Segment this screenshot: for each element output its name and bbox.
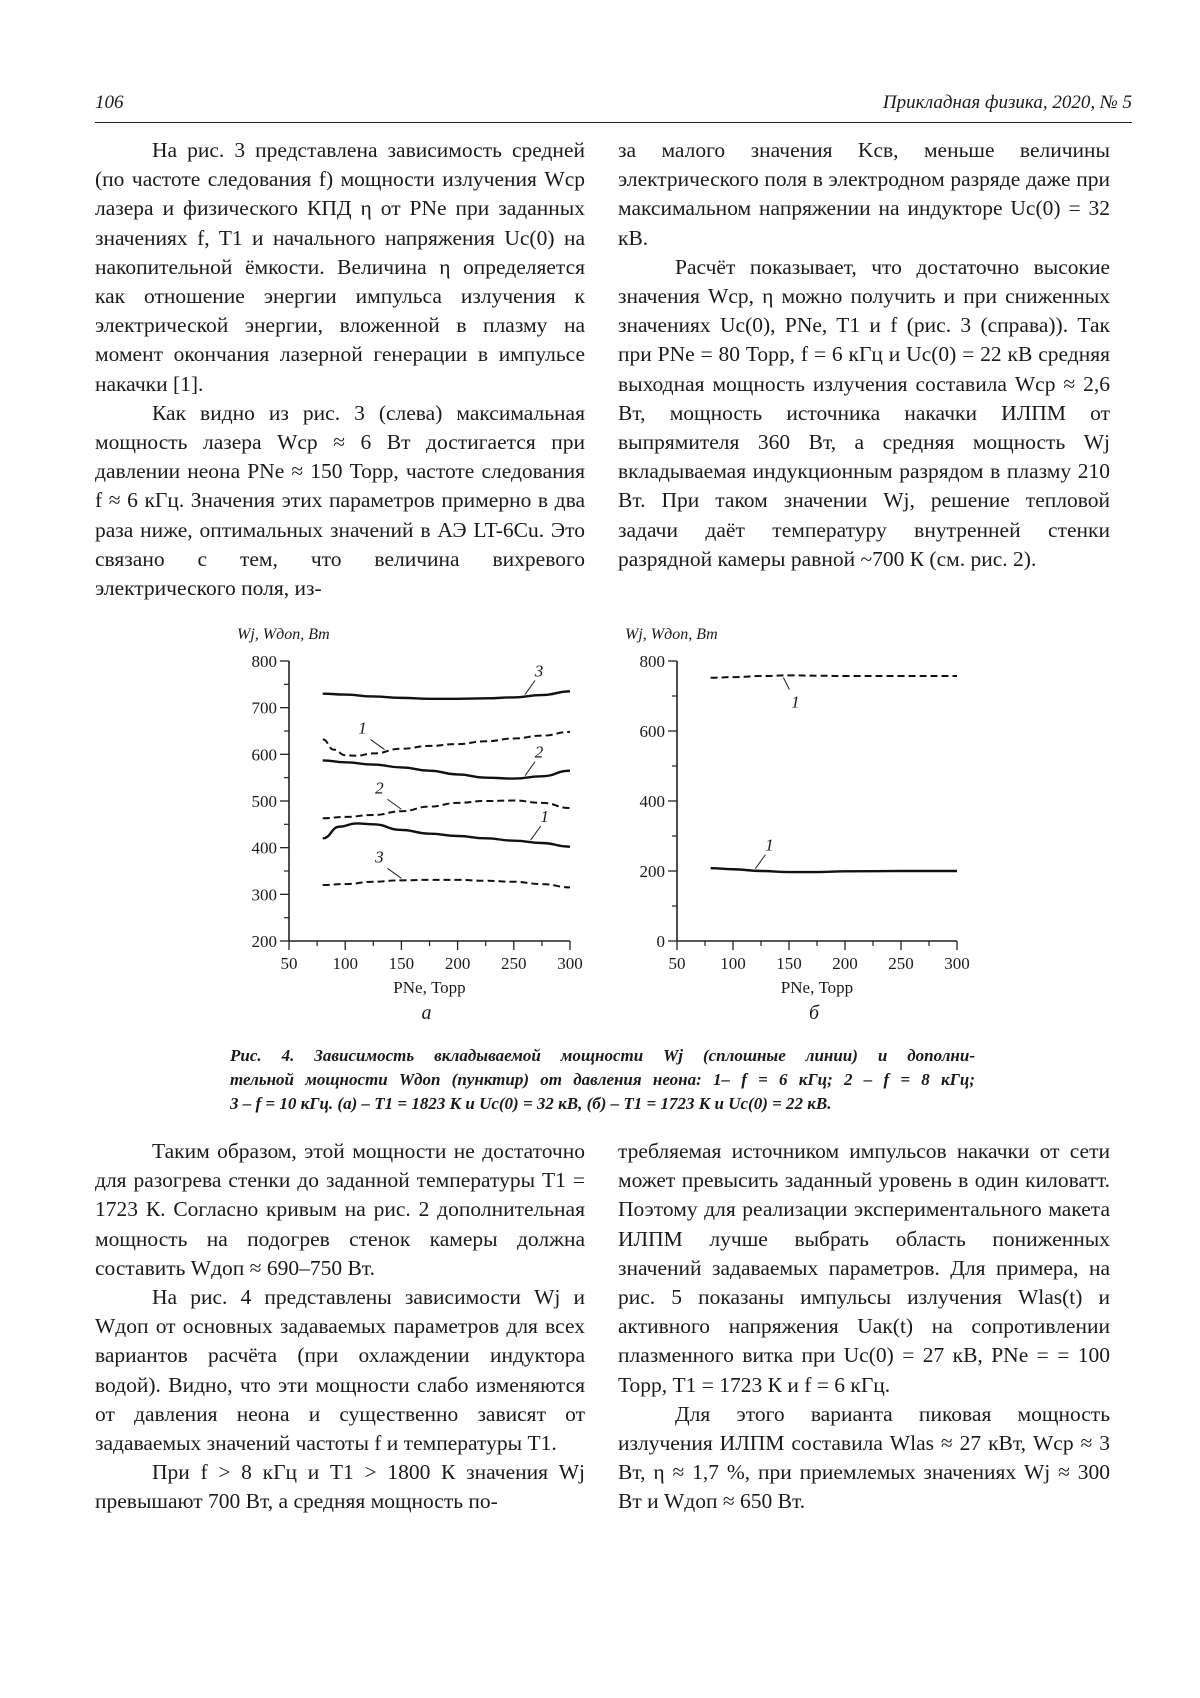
x-tick-label: 250 xyxy=(501,954,527,973)
y-tick-label: 300 xyxy=(251,885,277,905)
curve-label: 2 xyxy=(375,778,384,798)
x-tick-label: 50 xyxy=(668,954,686,973)
caption-line: 3 – f = 10 кГц. (а) – T1 = 1823 К и Uc(0) = 32 кВ, (б) – T1 = 1723 К и Uc(0) = 22 кВ. xyxy=(230,1094,832,1113)
y-axis-label: Wj, Wдоп, Вт xyxy=(237,626,330,643)
curve-label: 1 xyxy=(765,835,774,855)
column-top-right xyxy=(618,136,1110,574)
y-tick-label: 700 xyxy=(251,698,277,718)
annotation-leader xyxy=(387,799,401,809)
curve-label: 1 xyxy=(540,807,549,827)
paragraph: Таким образом, этой мощности не достаточно для разогрева стенки до заданной температуры T1 = 1723 К. Согласно кривым на рис. 2 дополнительная мощность на подогрев стенок камеры должна составить Wдоп ≈ 690–750 Вт. xyxy=(95,1139,585,1280)
curve-label: 1 xyxy=(791,692,800,712)
annotation-leader xyxy=(525,680,535,694)
y-tick-label: 800 xyxy=(251,652,277,671)
paragraph: требляемая источником импульсов накачки от сети может превысить заданный уровень в один киловатт. Поэтому для реализации экспериментального макета ИЛПМ лучше выбрать область пониженных значений задаваемых параметров. Для примера, на рис. 5 показаны импульсы излучения Wlas(t) и активного напряжения Uак(t) на сопротивлении плазменного витка при Uc(0) = 27 кВ, PNe = = 100 Торр, T1 = 1723 К и f = 6 кГц. xyxy=(618,1139,1110,1397)
x-tick-label: 200 xyxy=(832,954,858,973)
series-line-dashed xyxy=(323,801,570,819)
x-tick-label: 150 xyxy=(776,954,802,973)
annotation-leader xyxy=(371,740,385,750)
paragraph: Как видно из рис. 3 (слева) максимальная мощность лазера Wср ≈ 6 Вт достигается при давлении неона PNe ≈ 150 Торр, частоте следования f ≈ 6 кГц. Значения этих параметров примерно в два раза ниже, оптимальных значений в АЭ LT-6Cu. Это связано с тем, что величина вихревого электрического поля, из- xyxy=(95,400,585,601)
series-line-solid xyxy=(323,823,570,846)
x-tick-label: 300 xyxy=(557,954,583,973)
curve-label: 1 xyxy=(358,718,367,738)
series-line-dashed xyxy=(323,880,570,887)
panel-label: б xyxy=(808,1002,820,1024)
y-tick-label: 400 xyxy=(639,792,665,811)
figure-4-charts xyxy=(0,610,1200,1040)
x-tick-label: 200 xyxy=(444,954,471,973)
curve-label: 3 xyxy=(534,661,544,681)
x-tick-label: 100 xyxy=(332,954,358,973)
series-line-solid xyxy=(711,868,957,872)
page-header xyxy=(95,88,1132,123)
caption-line: Рис. 4. Зависимость вкладываемой мощности Wj (сплошные линии) и дополни- xyxy=(230,1046,975,1065)
column-bottom-left xyxy=(95,1137,585,1517)
paragraph: На рис. 4 представлены зависимости Wj и Wдоп от основных задаваемых параметров для всех вариантов расчёта (при охлаждении индуктора водой). Видно, что эти мощности слабо изменяются от давления неона и существенно зависят от задаваемых значений частоты f и температуры T1. xyxy=(95,1285,585,1456)
curve-label: 3 xyxy=(375,847,384,867)
y-tick-label: 200 xyxy=(251,932,277,951)
x-tick-label: 50 xyxy=(280,954,298,973)
caption-line: тельной мощности Wдоп (пунктир) от давления неона: 1– f = 6 кГц; 2 – f = 8 кГц; xyxy=(230,1070,975,1089)
panel-label: а xyxy=(421,1002,432,1024)
figure-4 xyxy=(0,610,1200,1040)
page-number: 106 xyxy=(95,92,124,113)
paragraph: При f > 8 кГц и T1 > 1800 К значения Wj превышают 700 Вт, а средняя мощность по- xyxy=(95,1460,585,1514)
annotation-leader xyxy=(525,762,535,776)
y-tick-label: 500 xyxy=(251,792,277,811)
x-axis-label: PNe, Торр xyxy=(393,978,466,997)
annotation-leader xyxy=(755,855,765,869)
paragraph: за малого значения Kсв, меньше величины электрического поля в электродном разряде даже при максимальном напряжении на индукторе Uc(0) = 32 кВ. xyxy=(618,138,1110,250)
journal-title: Прикладная физика, 2020, № 5 xyxy=(882,92,1132,113)
annotation-leader xyxy=(531,826,541,840)
x-tick-label: 150 xyxy=(388,954,415,973)
y-tick-label: 0 xyxy=(656,932,665,951)
paragraph: Расчёт показывает, что достаточно высокие значения Wср, η можно получить и при сниженных значениях Uc(0), PNe, T1 и f (рис. 3 (справа)). Так при PNe = 80 Торр, f = 6 кГц и Uc(0) = 22 кВ средняя выходная мощность излучения составила Wср ≈ 2,6 Вт, мощность источника накачки ИЛПМ от выпрямителя 360 Вт, а средняя мощность Wj вкладываемая индукционным разрядом в плазму 210 Вт. При таком значении Wj, решение тепловой задачи даёт температуру внутренней стенки разрядной камеры равной ~700 К (см. рис. 2). xyxy=(618,254,1110,571)
x-axis-label: PNe, Торр xyxy=(780,978,854,997)
series-line-solid xyxy=(323,691,570,698)
y-tick-label: 200 xyxy=(639,862,665,881)
annotation-leader xyxy=(387,868,401,878)
column-bottom-right xyxy=(618,1137,1110,1517)
paragraph: На рис. 3 представлена зависимость средней (по частоте следования f) мощности излучения Wср лазера и физического КПД η от PNe при заданных значениях f, T1 и начального напряжения Uc(0) на накопительной ёмкости. Величина η определяется как отношение энергии импульса излучения к электрической энергии, вложенной в плазму на момент окончания лазерной генерации в импульсе накачки [1]. xyxy=(95,138,585,396)
y-axis-label: Wj, Wдоп, Вт xyxy=(625,626,718,643)
x-tick-label: 300 xyxy=(944,954,970,973)
column-top-left xyxy=(95,136,585,603)
y-tick-label: 600 xyxy=(251,745,277,765)
series-line-dashed xyxy=(711,675,957,677)
x-tick-label: 100 xyxy=(720,954,746,973)
annotation-leader xyxy=(783,677,789,689)
paragraph: Для этого варианта пиковая мощность излучения ИЛПМ составила Wlas ≈ 27 кВт, Wср ≈ 3 Вт, η ≈ 1,7 %, при приемлемых значениях Wj ≈ 300 Вт и Wдоп ≈ 650 Вт. xyxy=(618,1401,1110,1514)
series-line-solid xyxy=(323,760,570,778)
y-tick-label: 400 xyxy=(251,838,277,858)
figure-caption xyxy=(230,1044,975,1116)
curve-label: 2 xyxy=(534,742,544,762)
x-tick-label: 250 xyxy=(888,954,914,973)
y-tick-label: 800 xyxy=(639,652,665,671)
y-tick-label: 600 xyxy=(639,722,665,741)
